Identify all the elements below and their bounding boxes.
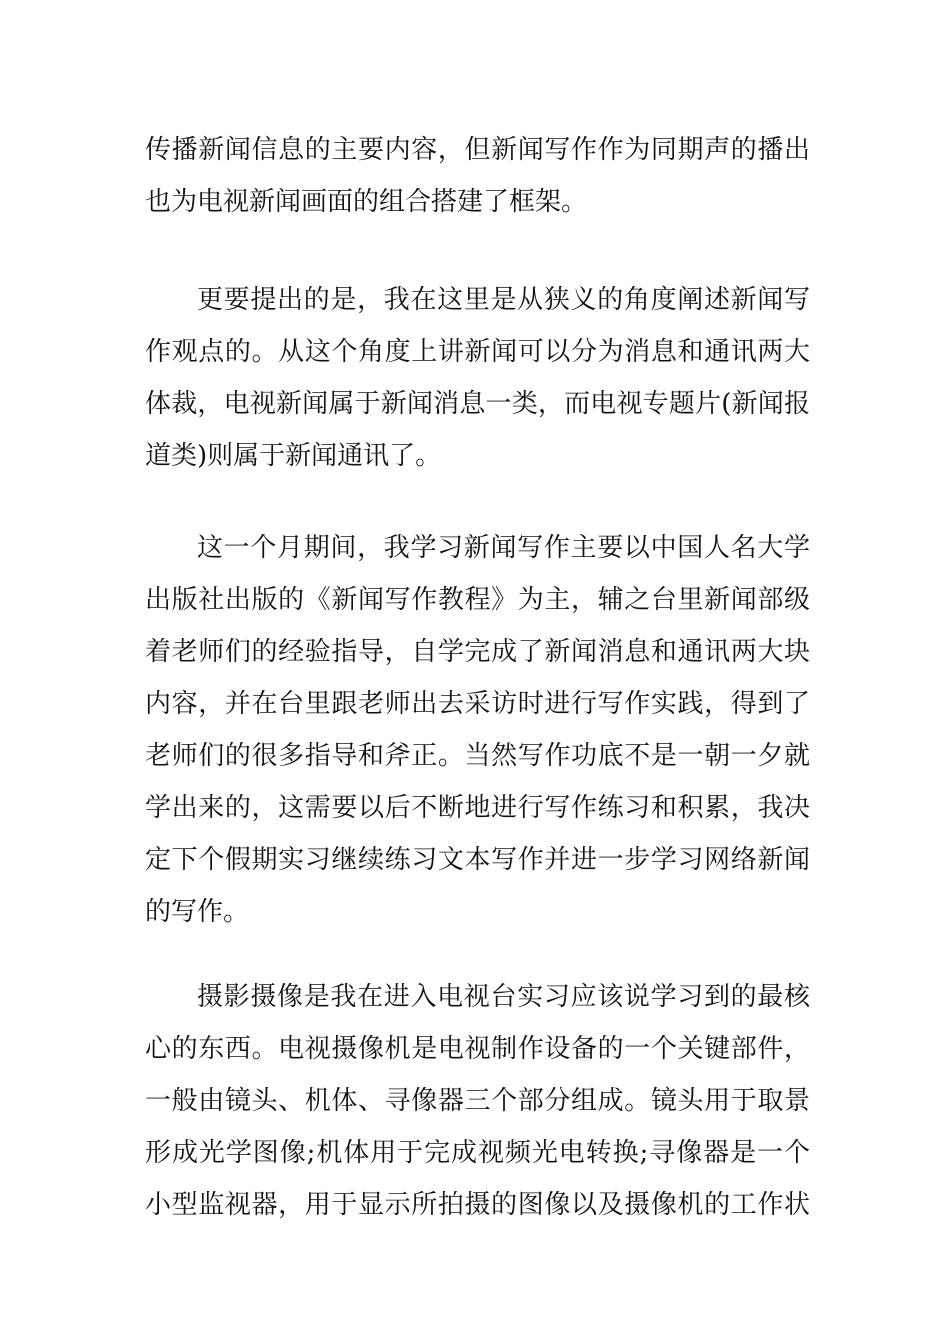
paragraph-narrow-perspective [145,274,810,482]
text-line: 小型监视器，用于显示所拍摄的图像以及摄像机的工作状 [145,1190,810,1220]
text-line: 一般由镜头、机体、寻像器三个部分组成。镜头用于取景 [145,1086,810,1116]
text-line: 出版社出版的《新闻写作教程》为主，辅之台里新闻部级 [145,585,810,615]
text-line: 道类)则属于新闻通讯了。 [145,441,442,471]
text-line: 着老师们的经验指导，自学完成了新闻消息和通讯两大块 [145,637,810,667]
text-line: 摄影摄像是我在进入电视台实习应该说学习到的最核 [197,982,810,1012]
text-line: 作观点的。从这个角度上讲新闻可以分为消息和通讯两大 [145,337,810,367]
text-line: 学出来的，这需要以后不断地进行写作练习和积累，我决 [145,793,810,823]
paragraph-photography [145,971,810,1231]
text-line: 更要提出的是，我在这里是从狭义的角度阐述新闻写 [197,285,810,315]
text-line: 老师们的很多指导和斧正。当然写作功底不是一朝一夕就 [145,741,810,771]
paragraph-news-writing-framework [145,124,810,228]
text-line: 也为电视新闻画面的组合搭建了框架。 [145,187,588,217]
paragraph-month-study [145,522,810,938]
text-line: 定下个假期实习继续练习文本写作并进一步学习网络新闻 [145,845,810,875]
text-line: 内容，并在台里跟老师出去采访时进行写作实践，得到了 [145,689,810,719]
text-line: 形成光学图像;机体用于完成视频光电转换;寻像器是一个 [145,1138,810,1168]
text-line: 心的东西。电视摄像机是电视制作设备的一个关键部件， [145,1034,810,1064]
text-line: 传播新闻信息的主要内容，但新闻写作作为同期声的播出 [145,135,810,165]
text-line: 的写作。 [145,897,250,927]
text-line: 这一个月期间，我学习新闻写作主要以中国人名大学 [197,533,810,563]
text-line: 体裁，电视新闻属于新闻消息一类，而电视专题片(新闻报 [145,389,810,419]
